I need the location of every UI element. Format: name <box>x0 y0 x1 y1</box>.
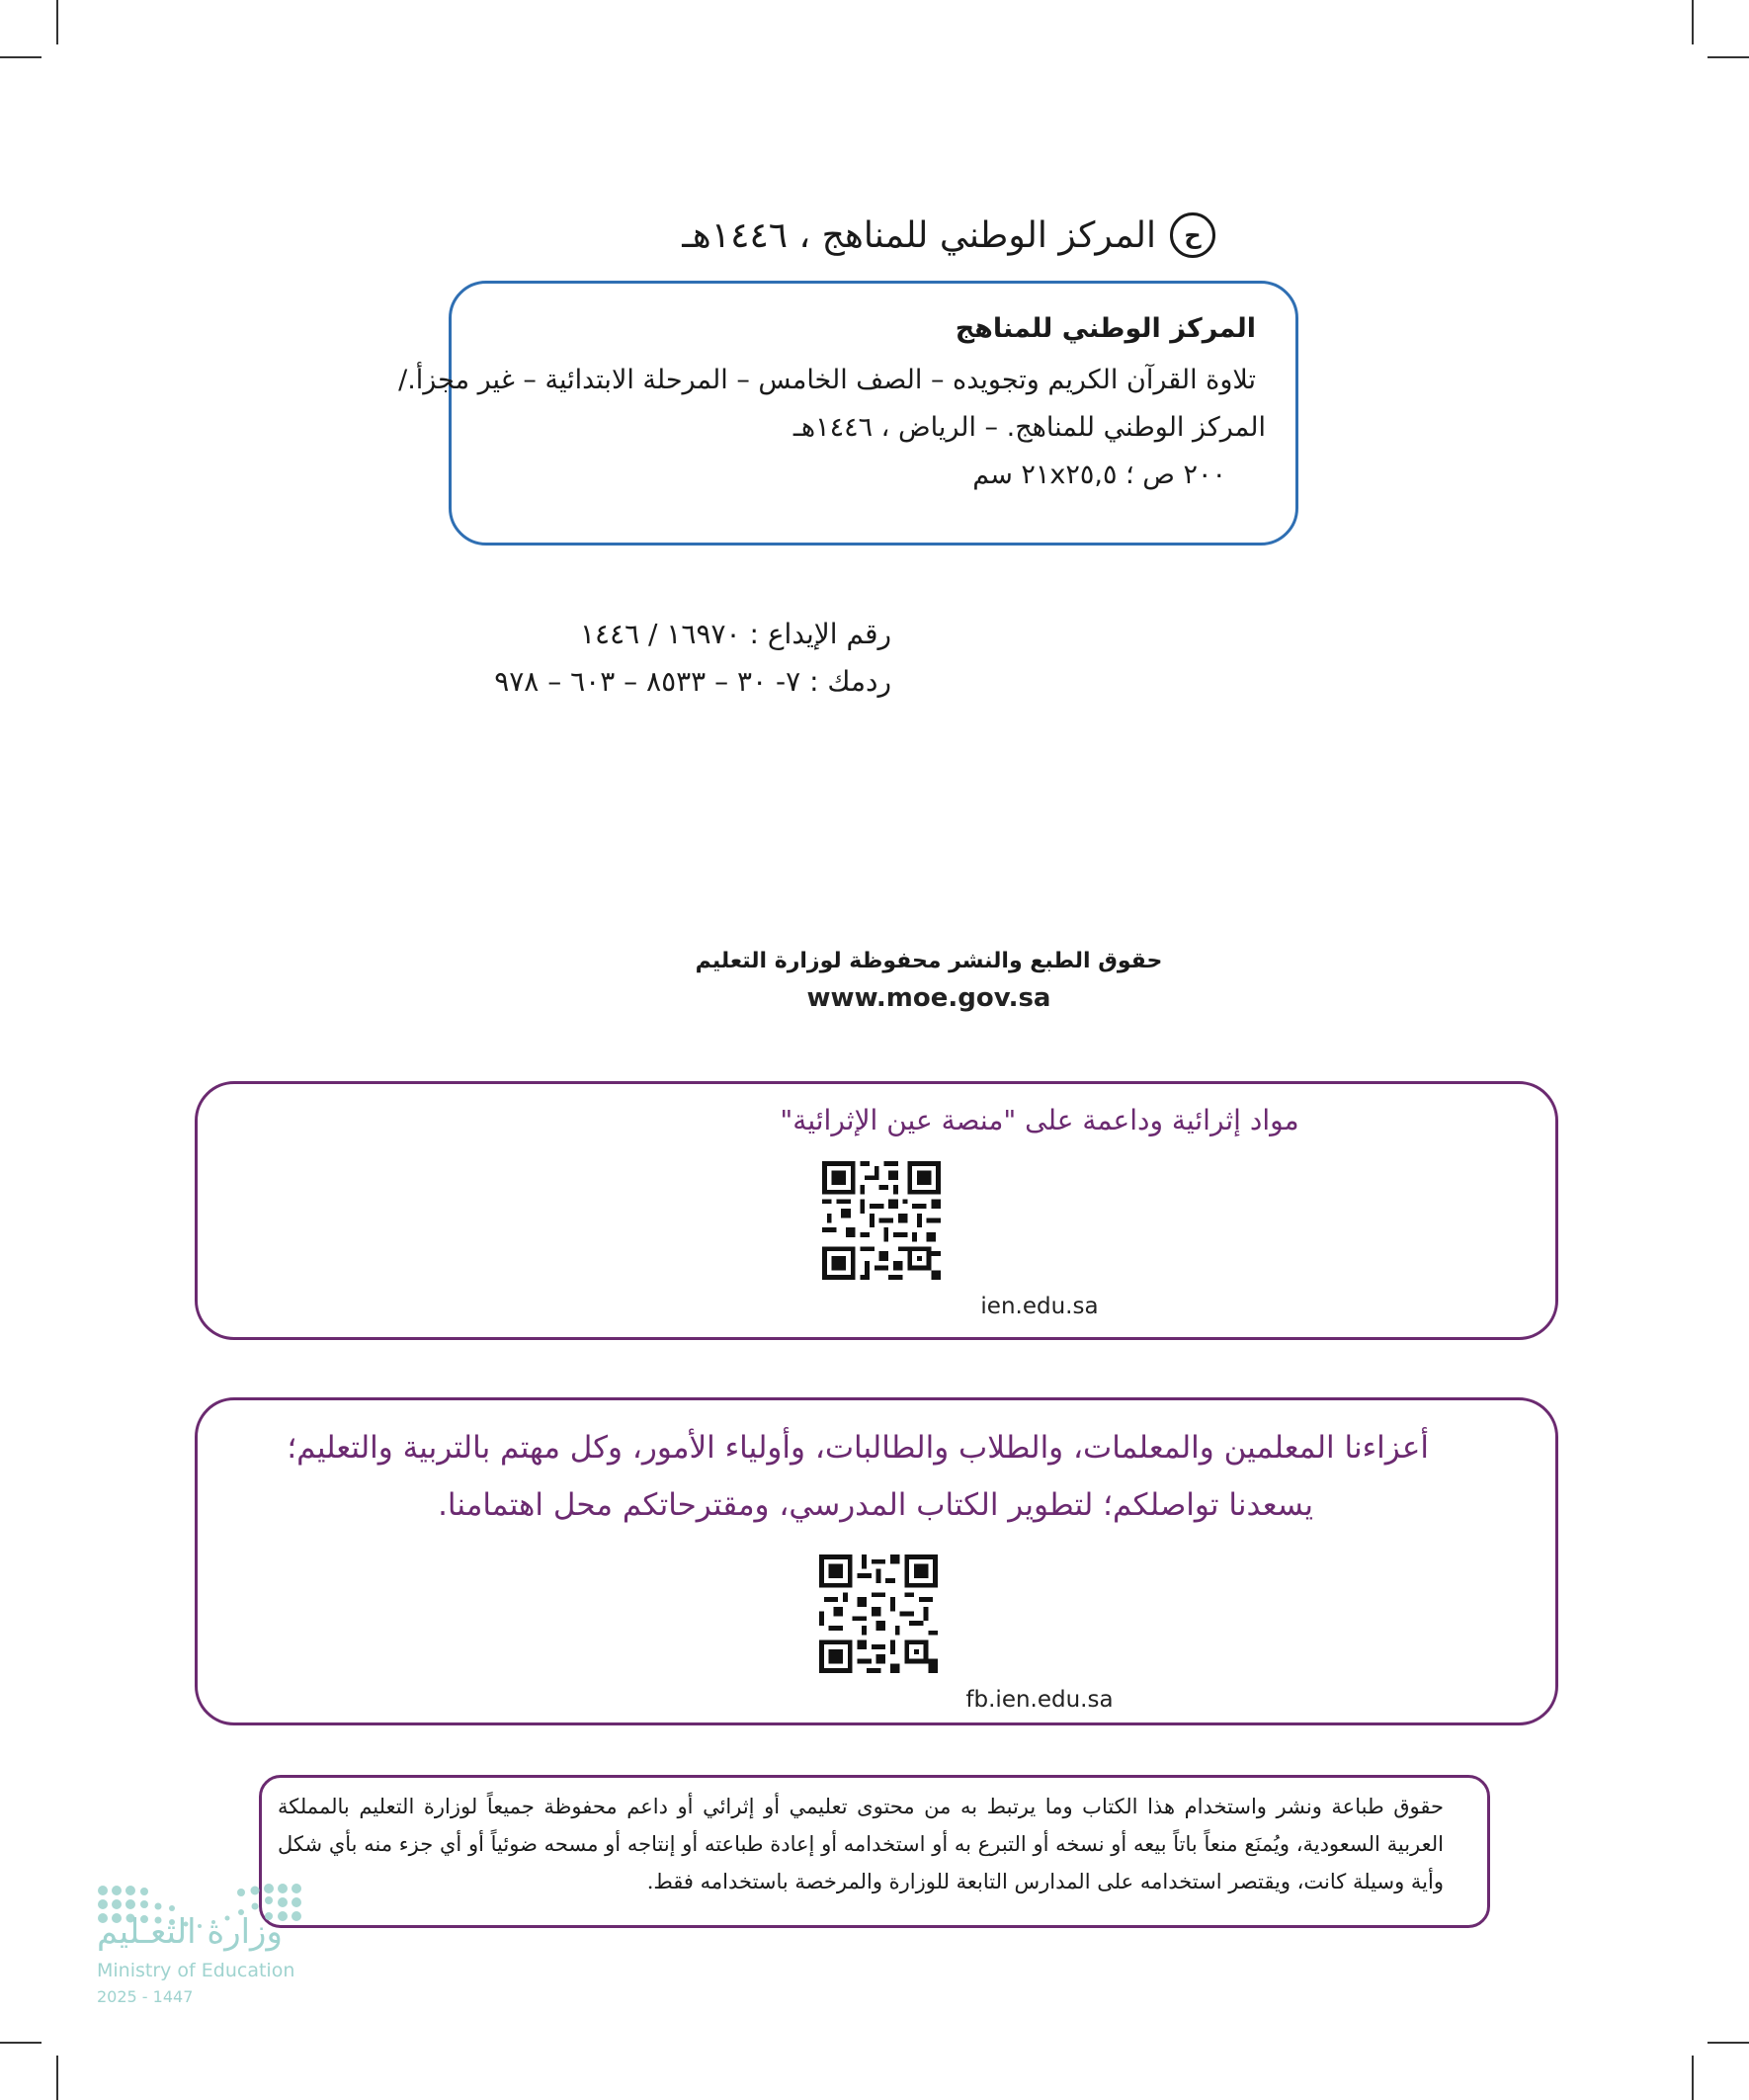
feedback-box <box>195 1397 1558 1725</box>
logo-arabic-text: وزارة التعـليم <box>97 1912 283 1952</box>
copyright-text: المركز الوطني للمناهج ، ١٤٤٦هـ <box>682 214 1156 256</box>
catalog-line: المركز الوطني للمناهج. – الرياض ، ١٤٤٦هـ <box>792 412 1266 443</box>
catalog-line: تلاوة القرآن الكريم وتجويده – الصف الخامس – المرحلة الابتدائية – غير مجزأ./ <box>398 365 1256 395</box>
crop-mark <box>0 56 42 58</box>
catalog-line: ٢٠٠ ص ؛ ٢١x٢٥,٥ سم <box>972 460 1226 490</box>
isbn: ردمك : ٧- ٣٠ – ٨٥٣٣ – ٦٠٣ – ٩٧٨ <box>494 665 891 698</box>
logo-english-text: Ministry of Education <box>97 1960 295 1981</box>
legal-notice-box <box>259 1775 1490 1928</box>
qr-code-icon[interactable] <box>822 1161 941 1280</box>
website-link[interactable]: www.moe.gov.sa <box>806 983 1051 1013</box>
feedback-line: يسعدنا تواصلكم؛ لتطوير الكتاب المدرسي، ومقترحاتكم محل اهتمامنا. <box>438 1487 1313 1523</box>
ien-platform-box <box>195 1081 1558 1340</box>
deposit-number: رقم الإيداع : ١٦٩٧٠ / ١٤٤٦ <box>580 618 891 650</box>
ien-heading: مواد إثرائية وداعمة على "منصة عين الإثرائية" <box>780 1104 1299 1136</box>
crop-mark <box>1707 56 1749 58</box>
logo-year: 2025 - 1447 <box>97 1987 194 2006</box>
crop-mark <box>1707 2042 1749 2044</box>
legal-notice: حقوق طباعة ونشر واستخدام هذا الكتاب وما يرتبط به من محتوى تعليمي أو إثرائي أو داعم محفوظة جميعاً لوزارة التعليم بالمملكة العربية السعودية، ويُمنَع منعاً باتاً بيعه أو نسخه أو التبرع به أو استخدامه أو إعادة طباعته أو إنتاجه أو مسحه ضوئياً أو أي جزء منه بأي شكل وأية وسيلة كانت، ويقتصر استخدامه على المدارس التابعة للوزارة والمرخصة باستخدامه فقط. <box>278 1795 1444 1893</box>
rights-statement: حقوق الطبع والنشر محفوظة لوزارة التعليم <box>695 949 1163 973</box>
catalog-title: المركز الوطني للمناهج <box>955 313 1256 344</box>
copyright-symbol: ح <box>1170 212 1215 258</box>
crop-mark <box>56 2056 58 2100</box>
feedback-url[interactable]: fb.ien.edu.sa <box>965 1687 1114 1713</box>
catalog-card <box>398 281 1298 546</box>
crop-mark <box>1692 2056 1694 2100</box>
copyright-line <box>682 212 1215 258</box>
crop-mark <box>1692 0 1694 44</box>
ien-url[interactable]: ien.edu.sa <box>980 1294 1099 1319</box>
qr-code-icon[interactable] <box>819 1554 938 1673</box>
crop-mark <box>56 0 58 44</box>
feedback-line: أعزاءنا المعلمين والمعلمات، والطلاب والطالبات، وأولياء الأمور، وكل مهتم بالتربية والتعليم؛ <box>287 1430 1429 1466</box>
crop-mark <box>0 2042 42 2044</box>
